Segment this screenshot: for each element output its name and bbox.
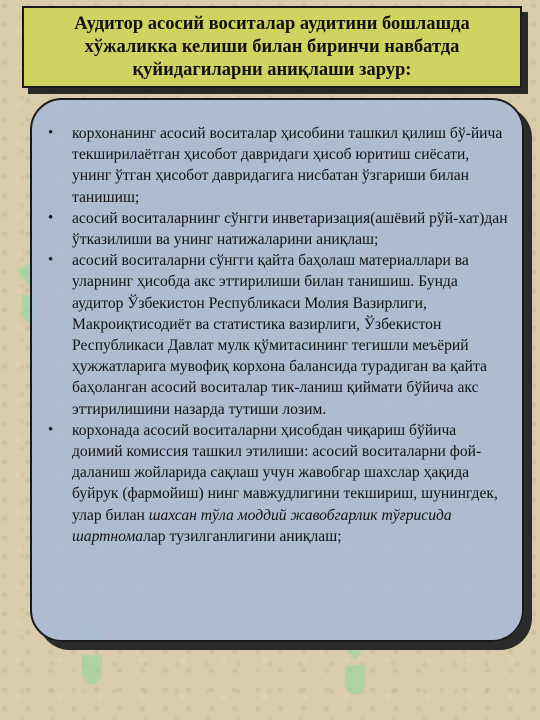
- list-item-tail-text: лар тузилганлигини аниқлаш;: [143, 527, 342, 545]
- list-item: [46, 420, 508, 547]
- bullet-list: [32, 100, 522, 547]
- bullet-marker: •: [48, 252, 54, 269]
- list-item-italic-text: шахсан тўла моддий жавобгарлик тўғрисида шартнома: [72, 506, 452, 545]
- bullet-marker: •: [48, 209, 54, 226]
- content-panel: [30, 98, 524, 642]
- list-item-text: асосий воситаларни сўнгги қайта баҳолаш материаллари ва уларнинг ҳисобда акс эттирилиши билан танишиш. Бунда аудитор Ўзбекистон Республикаси Молия Вазирлиги, Макроиқтисодиёт ва статистика вазирлиги, Ўзбекистон Республикаси Давлат мулк қўмитасининг тегишли меъёрий ҳужжатларига мувофиқ корхона балансида турадиган ва қайта баҳоланган асосий воситалар тик-ланиш қиймати бўйича акс эттирилишини назарда тутиши лозим.: [72, 252, 487, 418]
- list-item: [46, 208, 508, 250]
- watermark-logo-icon: [325, 630, 385, 710]
- slide-title-box: [22, 6, 522, 88]
- list-item-text: асосий воситаларнинг сўнгги инветаризация(ашёвий рўй-хат)дан ўтказилиши ва унинг натижаларини аниқлаш;: [72, 209, 508, 249]
- list-item: [46, 250, 508, 420]
- list-item: [46, 123, 508, 208]
- list-item-text: корхонанинг асосий воситалар ҳисобини ташкил қилиш бў-йича текширилаётган ҳисобот давридаги ҳисоб юритиш сиёсати, унинг ўтган ҳисобот давридагига нисбатан ўзгариши билан танишиш;: [72, 125, 503, 206]
- bullet-marker: •: [48, 125, 54, 141]
- slide-title: Аудитор асосий воситалар аудитини бошлашда хўжаликка келиши билан биринчи навбатда қуйидагиларни аниқлаши зарур:: [74, 13, 470, 80]
- bullet-marker: •: [48, 421, 54, 438]
- list-item-text: корхонада асосий воситаларни ҳисобдан чиқариш бўйича доимий комиссия ташкил этилиши: асосий воситаларни фой-даланиш жойларида сақлаш учун жавобгар шахслар ҳақида буйрук (фармойиш) нинг мавжудлигини текшириш, шунингдек, улар билан: [72, 421, 498, 524]
